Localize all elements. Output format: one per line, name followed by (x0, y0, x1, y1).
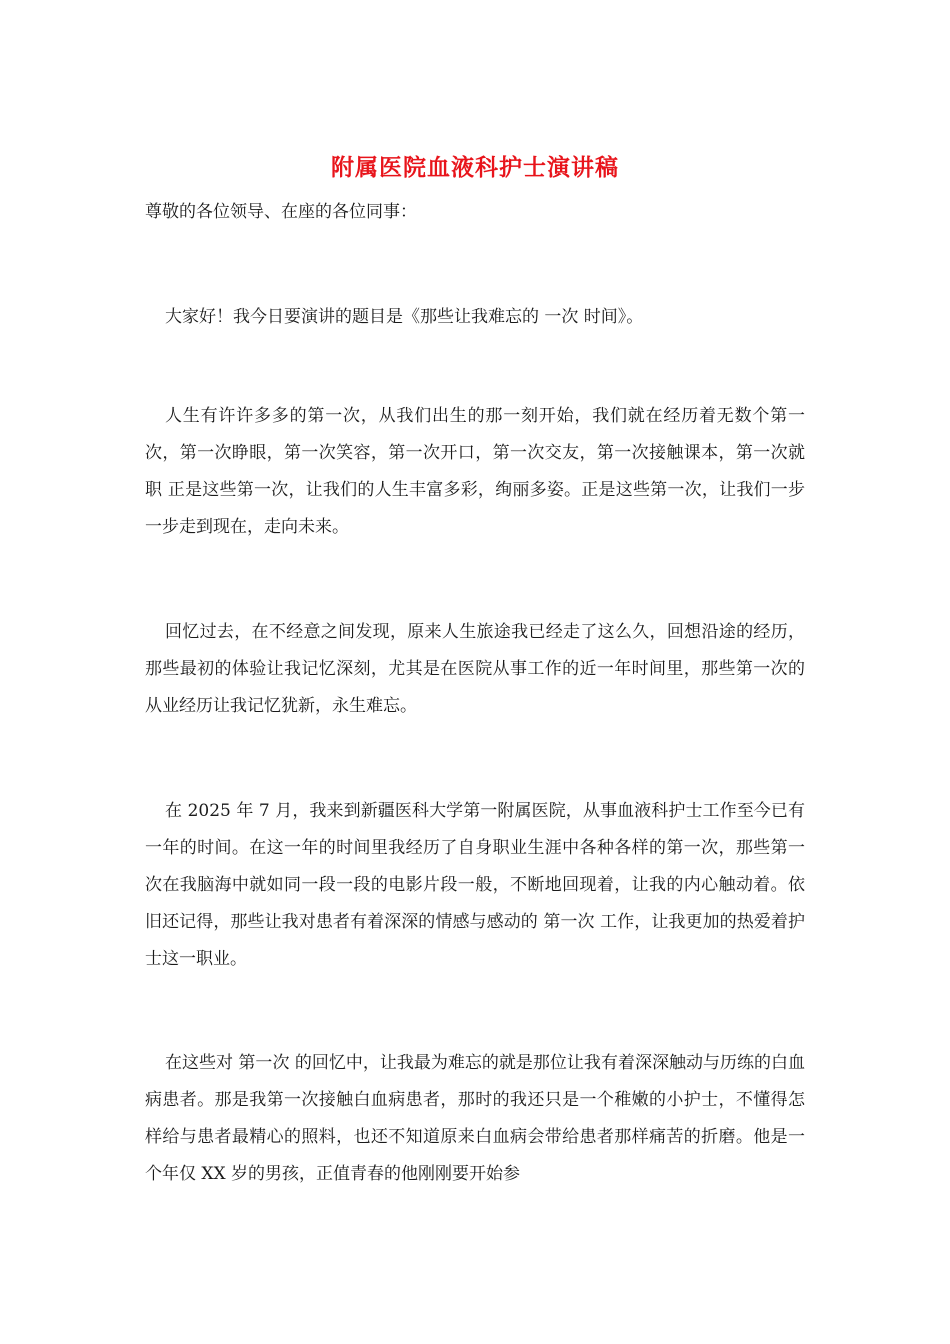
paragraph-memories: 回忆过去，在不经意之间发现，原来人生旅途我已经走了这么久，回想沿途的经历，那些最初的体验让我记忆深刻，尤其是在医院从事工作的近一年时间里，那些第一次的从业经历让我记忆犹新，永生难忘。 (145, 622, 805, 716)
greeting-line: 尊敬的各位领导、在座的各位同事： (145, 202, 417, 222)
paragraph-hospital-work: 在 2025 年 7 月，我来到新疆医科大学第一附属医院，从事血液科护士工作至今已有一年的时间。在这一年的时间里我经历了自身职业生涯中各种各样的第一次，那些第一次在我脑海中就如同一段一段的电影片段一般，不断地回现着，让我的内心触动着。依旧还记得，那些让我对患者有着深深的情感与感动的 第一次 工作，让我更加的热爱着护士这一职业。 (145, 801, 805, 969)
paragraph-leukemia-patient: 在这些对 第一次 的回忆中，让我最为难忘的就是那位让我有着深深触动与历练的白血病患者。那是我第一次接触白血病患者，那时的我还只是一个稚嫩的小护士，不懂得怎样给与患者最精心的照料，也还不知道原来白血病会带给患者那样痛苦的折磨。他是一个年仅 XX 岁的男孩，正值青春的他刚刚要开始参 (145, 1053, 805, 1184)
paragraph-first-times: 人生有许许多多的第一次，从我们出生的那一刻开始，我们就在经历着无数个第一次，第一次睁眼，第一次笑容，第一次开口，第一次交友，第一次接触课本，第一次就职 正是这些第一次，让我们的人生丰富多彩，绚丽多姿。正是这些第一次，让我们一步一步走到现在，走向未来。 (145, 406, 805, 537)
paragraph-intro: 大家好！我今日要演讲的题目是《那些让我难忘的 一次 时间》。 (165, 307, 644, 327)
document-title: 附属医院血液科护士演讲稿 (331, 154, 619, 181)
